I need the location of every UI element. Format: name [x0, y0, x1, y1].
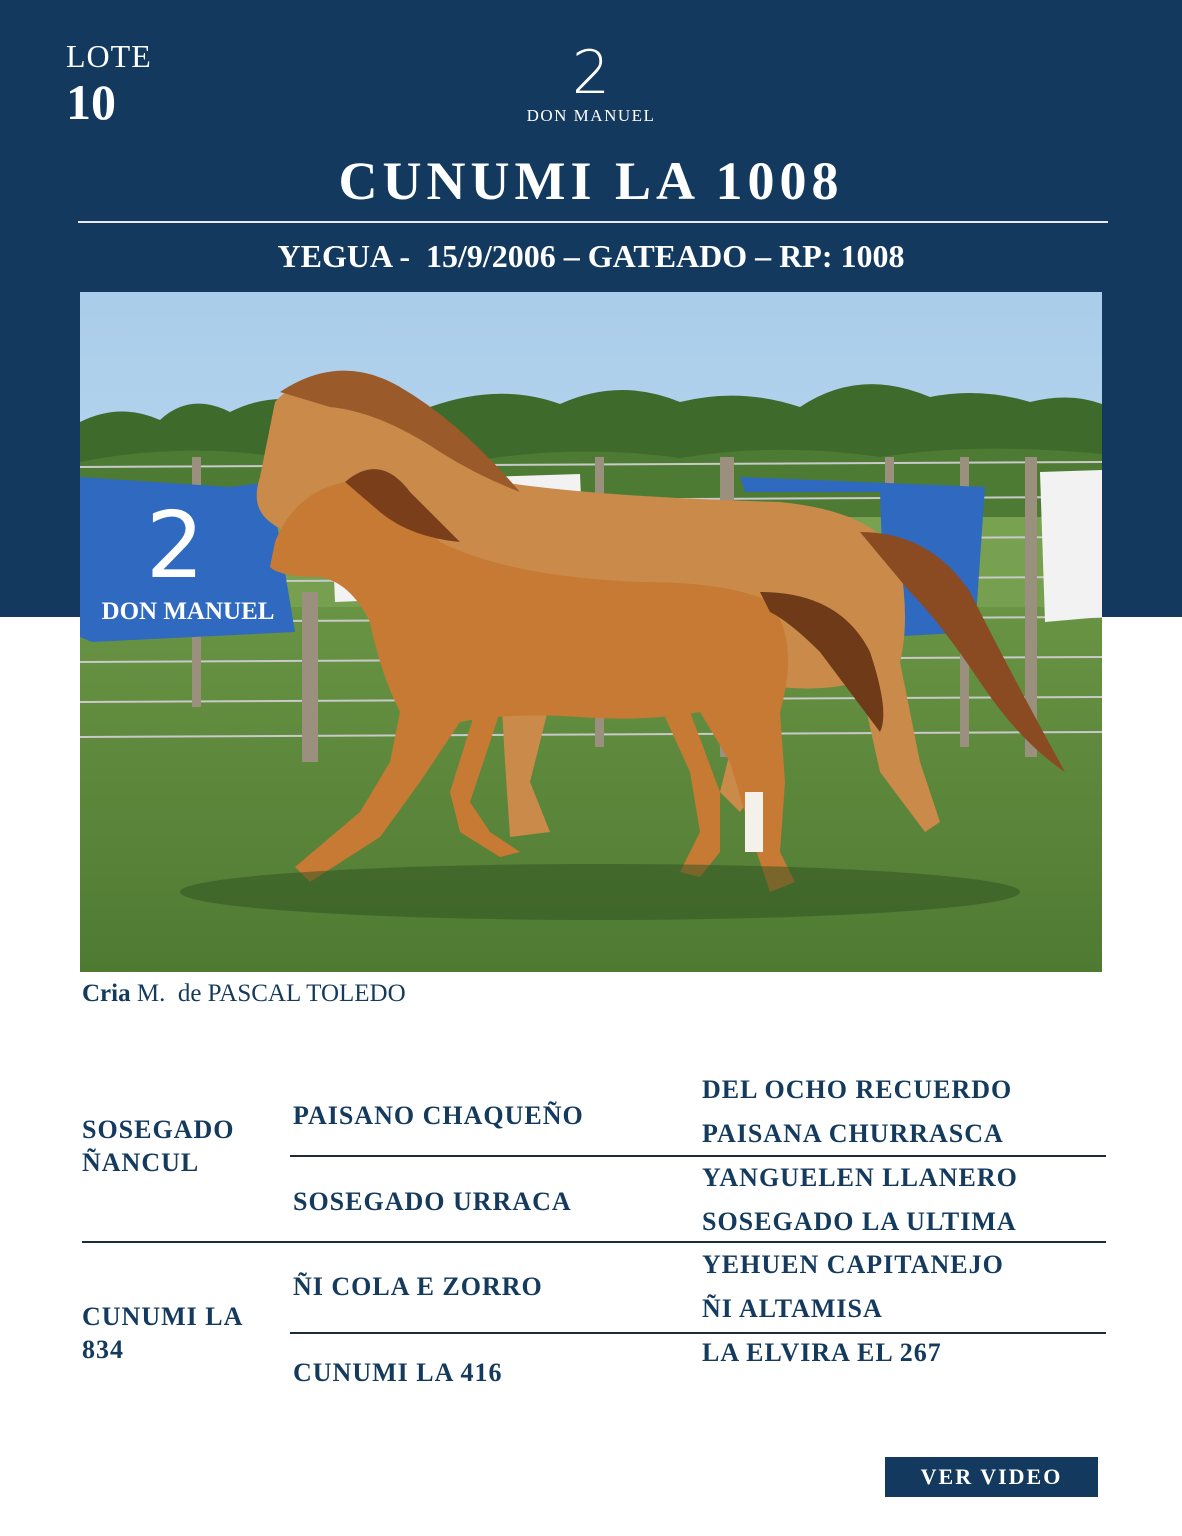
brand-logo — [491, 40, 691, 126]
lot-label: LOTE — [66, 38, 152, 74]
pedigree-ggp: SOSEGADO LA ULTIMA — [702, 1207, 1017, 1236]
brand-mark: 2 — [571, 38, 611, 108]
pedigree-ggp: PAISANA CHURRASCA — [702, 1119, 1004, 1148]
pedigree-sire-sire: PAISANO CHAQUEÑO — [293, 1101, 584, 1130]
horse-details: YEGUA - 15/9/2006 – GATEADO – RP: 1008 — [277, 238, 905, 274]
pedigree-dam-sire: ÑI COLA E ZORRO — [293, 1272, 543, 1301]
breeder-line — [82, 980, 406, 1008]
pedigree-dam-dam: CUNUMI LA 416 — [293, 1358, 503, 1387]
banner-name: DON MANUEL — [101, 598, 275, 625]
pedigree-divider — [290, 1332, 1106, 1334]
banner-mark: 2 — [145, 492, 205, 599]
pedigree-divider — [82, 1241, 1106, 1243]
brand-name: DON MANUEL — [526, 106, 656, 125]
pedigree-sire: SOSEGADO ÑANCUL — [82, 1115, 235, 1177]
watch-video-button[interactable]: VER VIDEO — [885, 1457, 1098, 1497]
pedigree-ggp: DEL OCHO RECUERDO — [702, 1075, 1013, 1104]
pedigree-ggp: ÑI ALTAMISA — [702, 1294, 883, 1323]
lot-badge — [66, 38, 152, 130]
pedigree-sire-dam: SOSEGADO URRACA — [293, 1187, 572, 1216]
pedigree-dam: CUNUMI LA 834 — [82, 1302, 242, 1364]
title-divider — [78, 221, 1108, 223]
horse-photo — [80, 292, 1102, 972]
pedigree-ggp: YEHUEN CAPITANEJO — [702, 1250, 1004, 1279]
pedigree-divider — [290, 1155, 1106, 1157]
lot-number: 10 — [66, 74, 116, 130]
pedigree-ggp: LA ELVIRA EL 267 — [702, 1338, 942, 1367]
breeder-value: M. de PASCAL TOLEDO — [130, 980, 406, 1007]
breeder-label: Cria — [82, 980, 131, 1007]
horse-name: CUNUMI LA 1008 — [338, 151, 844, 211]
pedigree-ggp: YANGUELEN LLANERO — [702, 1163, 1018, 1192]
